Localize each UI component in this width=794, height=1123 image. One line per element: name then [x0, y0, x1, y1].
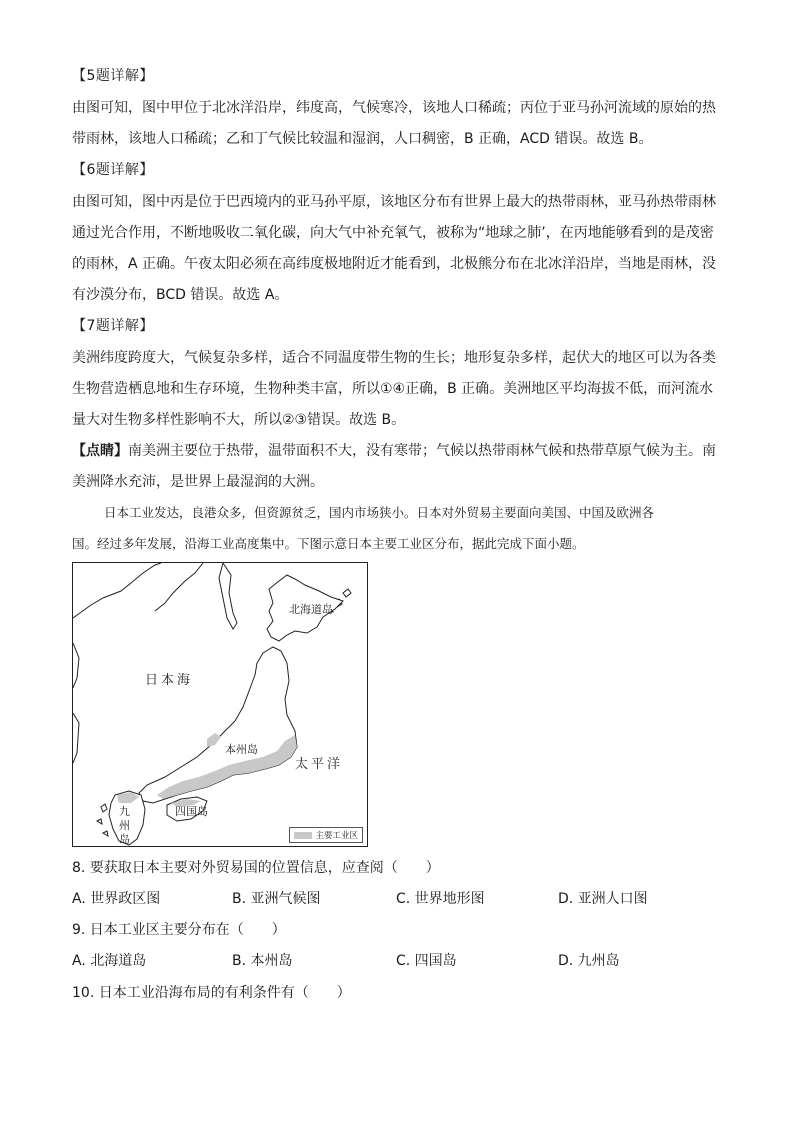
explanation-5-line-2: 带雨林，该地人口稀疏；乙和丁气候比较温和湿润，人口稠密，B 正确，ACD 错误。故选 B。	[72, 131, 653, 147]
legend-label: 主要工业区	[315, 831, 358, 841]
explanation-5-heading: 【5题详解】	[72, 68, 154, 84]
explanation-6-line-3: 的雨林，A 正确。午夜太阳必须在高纬度极地附近才能看到，北极熊分布在北冰洋沿岸，当地是雨林，没	[72, 256, 717, 272]
label-hokkaido: 北海道岛	[289, 603, 333, 616]
tip-text-1: 南美洲主要位于热带，温带面积不大，没有寒带；气候以热带雨林气候和热带草原气候为主。南	[128, 443, 716, 459]
question-9-stem: 9. 日本工业区主要分布在（ ）	[72, 922, 286, 938]
label-pacific: 太平洋	[295, 757, 344, 772]
label-kyushu-char-3: 岛	[119, 833, 130, 846]
question-8-option-b[interactable]: B. 亚洲气候图	[232, 891, 321, 907]
label-kyushu-char-2: 州	[119, 819, 130, 832]
question-9-option-a[interactable]: A. 北海道岛	[72, 953, 147, 969]
explanation-6-line-1: 由图可知，图中丙是位于巴西境内的亚马孙平原，该地区分布有世界上最大的热带雨林，亚马孙热带雨林	[72, 194, 716, 210]
intro-line-2: 国。经过多年发展，沿海工业高度集中。下图示意日本主要工业区分布，据此完成下面小题。	[72, 536, 585, 551]
question-8-option-d[interactable]: D. 亚洲人口图	[558, 891, 648, 907]
question-9-option-d[interactable]: D. 九州岛	[558, 953, 620, 969]
korea-coast-2	[73, 713, 79, 763]
explanation-6-line-2: 通过光合作用，不断地吸收二氧化碳，向大气中补充氧气，被称为“地球之肺’，在丙地能够看到的是茂密	[72, 225, 714, 241]
question-8-option-a[interactable]: A. 世界政区图	[72, 891, 161, 907]
explanation-7-heading: 【7题详解】	[72, 318, 154, 334]
explanation-7-line-3: 量大对生物多样性影响不大，所以②③错误。故选 B。	[72, 412, 406, 428]
map-legend	[289, 827, 363, 843]
intro-line-1: 日本工业发达，良港众多，但资源贫乏，国内市场狭小。日本对外贸易主要面向美国、中国及欧洲各	[104, 505, 655, 520]
question-10-stem: 10. 日本工业沿海布局的有利条件有（ ）	[72, 985, 351, 1001]
japan-industry-map	[72, 562, 368, 847]
legend-swatch	[294, 832, 312, 839]
explanation-5-line-1: 由图可知，图中甲位于北冰洋沿岸，纬度高，气候寒冷，该地人口稀疏；丙位于亚马孙河流域的原始的热	[72, 100, 716, 116]
question-8-option-c[interactable]: C. 世界地形图	[396, 891, 485, 907]
explanation-6-line-4: 有沙漠分布，BCD 错误。故选 A。	[72, 287, 289, 303]
tip-line-2: 美洲降水充沛，是世界上最湿润的大洲。	[72, 474, 324, 490]
tip-line-1	[72, 441, 722, 461]
label-sea-of-japan: 日本海	[145, 673, 194, 688]
tip-label: 【点睛】	[72, 443, 128, 459]
question-9-option-b[interactable]: B. 本州岛	[232, 953, 293, 969]
korea-coast	[73, 643, 79, 688]
explanation-7-line-1: 美洲纬度跨度大，气候复杂多样，适合不同温度带生物的生长；地形复杂多样，起伏大的地区可以为各类	[72, 350, 716, 366]
small-islands	[97, 804, 108, 836]
explanation-6-heading: 【6题详解】	[72, 162, 154, 178]
explanation-7-line-2: 生物营造栖息地和生存环境，生物种类丰富，所以①④正确，B 正确。美洲地区平均海拔不低，而河流水	[72, 381, 714, 397]
question-9-option-c[interactable]: C. 四国岛	[396, 953, 457, 969]
label-shikoku: 四国岛	[175, 805, 208, 818]
sakhalin-island	[219, 563, 237, 629]
mainland-coast	[73, 563, 203, 618]
label-kyushu-char-1: 九	[119, 805, 130, 818]
label-honshu: 本州岛	[225, 743, 258, 756]
question-8-stem: 8. 要获取日本主要对外贸易国的位置信息，应查阅（ ）	[72, 860, 440, 876]
